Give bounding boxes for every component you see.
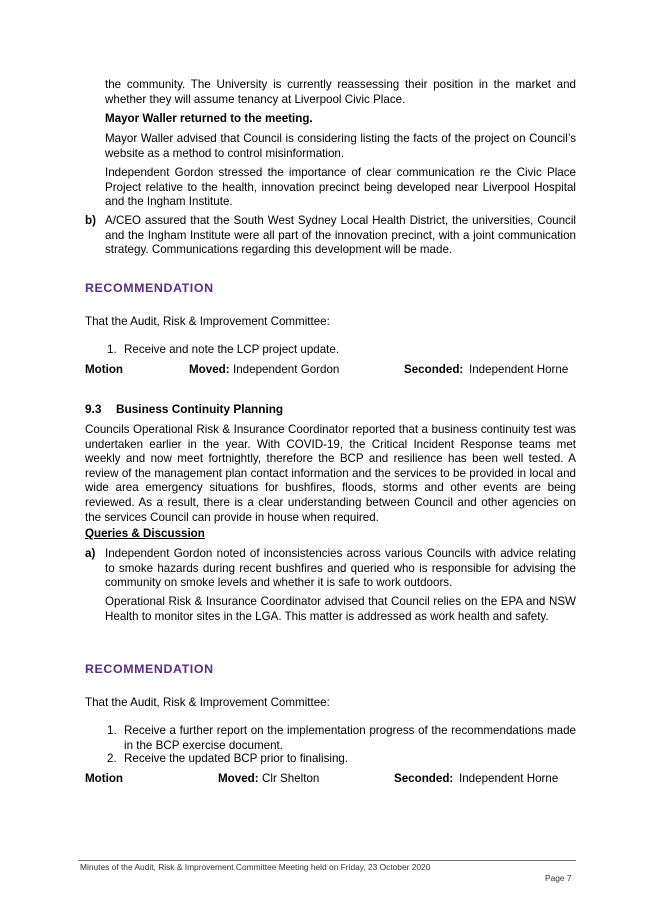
moved-value: Clr Shelton: [262, 772, 320, 785]
seconded-value: Independent Horne: [469, 363, 569, 376]
recommendation-item-number: 1.: [107, 724, 117, 737]
section-number: 9.3: [85, 402, 102, 416]
footer-text: Minutes of the Audit, Risk & Improvement Committee Meeting held on Friday, 23 October 2020: [80, 862, 431, 872]
paragraph-university: the community. The University is currently reassessing their position in the market and whether they will assume tenancy at Liverpool Civic Place.: [105, 78, 576, 106]
footer-divider: [78, 860, 576, 861]
recommendation-heading: RECOMMENDATION: [85, 281, 214, 295]
recommendation-intro: That the Audit, Risk & Improvement Committee:: [85, 696, 330, 709]
paragraph-gordon-stressed: Independent Gordon stressed the importance of clear communication re the Civic Place Project relative to the health, innovation precinct being developed near Liverpool Hospital and the Ingham Institute.: [105, 166, 576, 209]
recommendation-item-text: Receive the updated BCP prior to finalising.: [124, 752, 349, 765]
paragraph-gordon-noted: Independent Gordon noted of inconsistencies across various Councils with advice relating to smoke hazards during recent bushfires and queried who is responsible for advising the community on smoke levels and whether it is safe to work outdoors.: [105, 547, 576, 590]
recommendation-item-text: Receive a further report on the implementation progress of the recommendations made in the BCP exercise document.: [124, 724, 576, 752]
moved-label: Moved:: [218, 772, 259, 785]
recommendation-intro: That the Audit, Risk & Improvement Committee:: [85, 315, 330, 328]
motion-row: [85, 363, 576, 379]
page-number: Page 7: [545, 873, 572, 883]
list-label-b: b): [85, 214, 96, 227]
recommendation-heading: RECOMMENDATION: [85, 662, 214, 676]
section-title: Business Continuity Planning: [116, 402, 284, 416]
seconded-label: Seconded:: [394, 772, 454, 785]
list-label-a: a): [85, 547, 96, 560]
recommendation-item-number: 1.: [107, 343, 117, 356]
paragraph-mayor-advised: Mayor Waller advised that Council is considering listing the facts of the project on Council’s website as a method to control misinformation.: [105, 132, 576, 160]
seconded-label: Seconded:: [404, 363, 464, 376]
section-body: Councils Operational Risk & Insurance Coordinator reported that a business continuity test was undertaken earlier in the year. With COVID-19, the Critical Incident Response teams met weekly and now meet fortnightly, therefore the BCP and resilience has been well tested. A review of the management plan contact information and the services to be provided in local and wide area emergency situations for bushfires, floods, storms and other events are being reviewed. As a result, there is a clear understanding between Council and other agencies on the services Council can provide in house when required.: [85, 423, 576, 524]
recommendation-item-number: 2.: [107, 752, 117, 765]
motion-label: Motion: [85, 363, 123, 376]
moved-value: Independent Gordon: [233, 363, 340, 376]
paragraph-coordinator-advised: Operational Risk & Insurance Coordinator advised that Council relies on the EPA and NSW Health to monitor sites in the LGA. This matter is addressed as work health and safety.: [105, 595, 576, 623]
moved-label: Moved:: [189, 363, 230, 376]
paragraph-ceo-assured: A/CEO assured that the South West Sydney Local Health District, the universities, Council and the Ingham Institute were all part of the innovation precinct, with a joint communication strategy. Communications regarding this development will be made.: [105, 214, 576, 257]
paragraph-mayor-returned: Mayor Waller returned to the meeting.: [105, 112, 313, 125]
recommendation-item-text: Receive and note the LCP project update.: [124, 343, 340, 356]
motion-label: Motion: [85, 772, 123, 785]
queries-heading: Queries & Discussion: [85, 527, 205, 540]
seconded-value: Independent Horne: [459, 772, 559, 785]
motion-row: [85, 772, 576, 788]
